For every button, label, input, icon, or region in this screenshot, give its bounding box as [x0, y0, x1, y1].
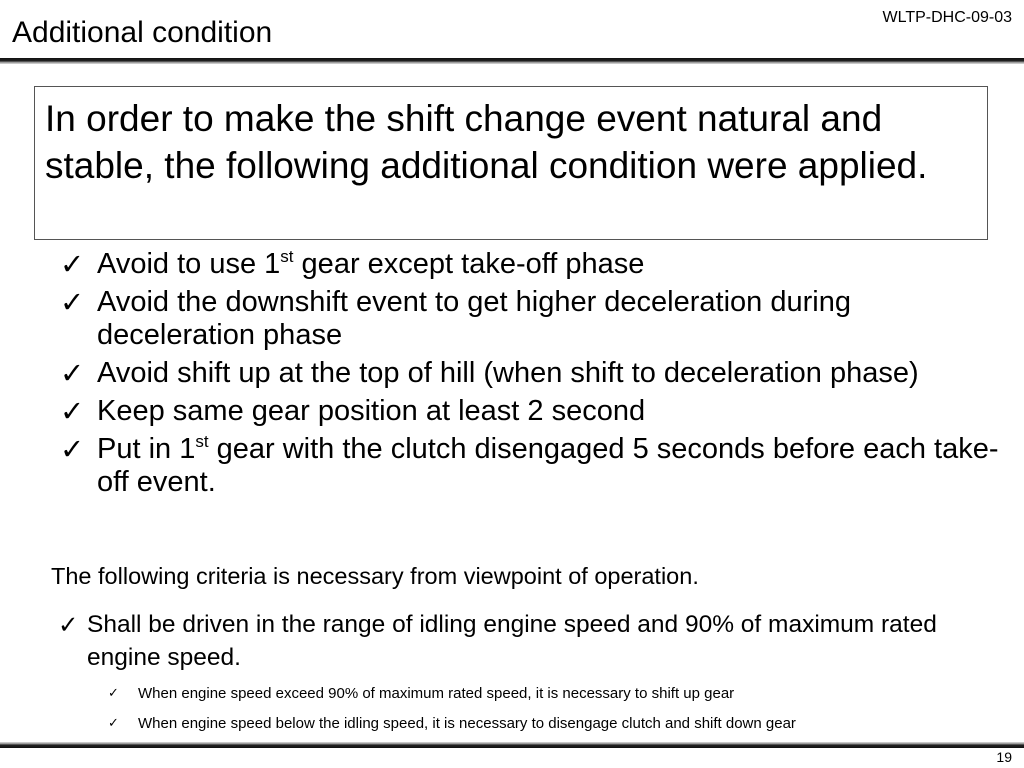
document-id: WLTP-DHC-09-03: [882, 9, 1012, 26]
condition-text-after: gear with the clutch disengaged 5 seconds before each take-off event.: [97, 433, 999, 498]
check-icon: ✓: [108, 686, 119, 701]
criteria-note-text: When engine speed below the idling speed, it is necessary to disengage clutch and shift down gear: [138, 715, 796, 732]
criteria-note-text: When engine speed exceed 90% of maximum rated speed, it is necessary to shift up gear: [138, 685, 735, 702]
page-number: 19: [996, 749, 1012, 765]
check-icon: ✓: [60, 285, 85, 319]
condition-item: [60, 395, 1000, 428]
condition-item: [60, 248, 1000, 281]
criteria-text: Shall be driven in the range of idling engine speed and 90% of maximum rated engine speed.: [87, 611, 937, 671]
condition-text-after: gear except take-off phase: [293, 248, 645, 280]
header-divider: [0, 58, 1024, 64]
condition-text: Avoid the downshift event to get higher deceleration during deceleration phase: [97, 286, 851, 351]
check-icon: ✓: [58, 610, 79, 639]
criteria-note: [108, 714, 988, 734]
criteria-intro: The following criteria is necessary from viewpoint of operation.: [51, 563, 699, 589]
criteria-item: [58, 608, 958, 674]
slide-title: Additional condition: [12, 16, 273, 49]
criteria-notes-list: [108, 684, 988, 744]
condition-text: Avoid to use 1: [97, 248, 281, 280]
check-icon: ✓: [60, 356, 85, 390]
condition-text: Avoid shift up at the top of hill (when shift to deceleration phase): [97, 357, 919, 389]
condition-item: [60, 357, 1000, 390]
ordinal-suffix: st: [195, 432, 209, 451]
ordinal-suffix: st: [280, 247, 294, 266]
condition-item: [60, 433, 1000, 499]
check-icon: ✓: [60, 247, 85, 281]
intro-text: In order to make the shift change event natural and stable, the following additional condition were applied.: [45, 98, 928, 186]
check-icon: ✓: [60, 432, 85, 466]
check-icon: ✓: [108, 716, 119, 731]
conditions-list: [60, 248, 1000, 504]
condition-text: Put in 1: [97, 433, 196, 465]
condition-item: [60, 286, 1000, 352]
check-icon: ✓: [60, 394, 85, 428]
footer-divider: [0, 742, 1024, 748]
intro-box: [34, 86, 988, 240]
criteria-note: [108, 684, 988, 704]
condition-text: Keep same gear position at least 2 second: [97, 395, 646, 427]
criteria-list: [58, 608, 958, 674]
